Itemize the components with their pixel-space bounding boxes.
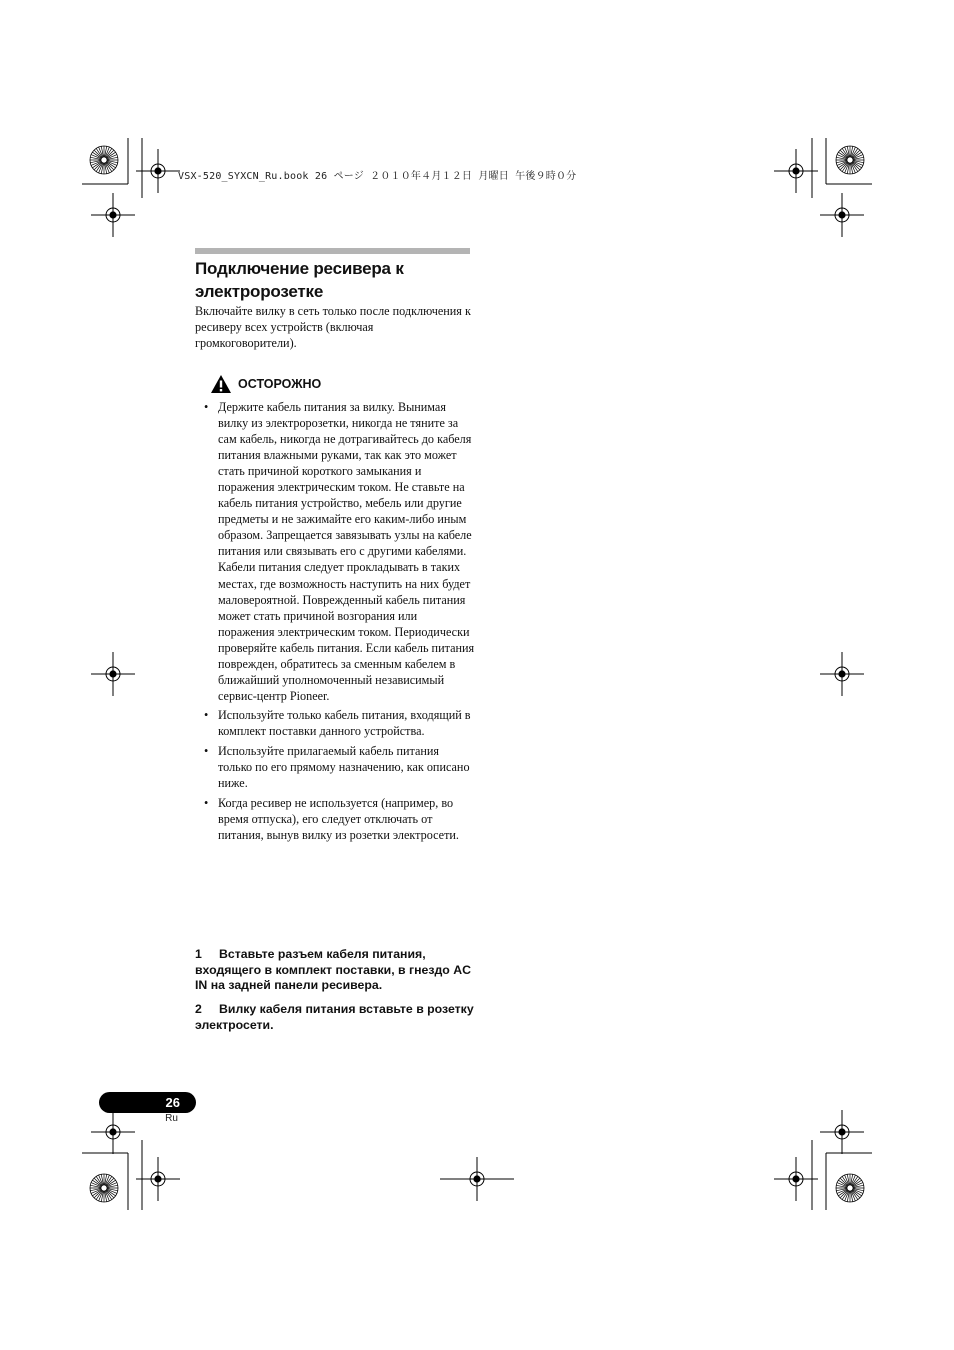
page-number-badge: 26 — [99, 1092, 196, 1113]
caution-label: ОСТОРОЖНО — [238, 377, 322, 391]
caution-list — [204, 399, 476, 846]
list-item: • Используйте прилагаемый кабель питания только по его прямому назначению, как описано ниже. — [204, 743, 476, 791]
step-2 — [195, 1002, 475, 1033]
step-1 — [195, 947, 475, 994]
intro-paragraph: Включайте вилку в сеть только после подключения к ресиверу всех устройств (включая громкоговорители). — [195, 304, 471, 350]
step-text: Вилку кабеля питания вставьте в розетку электросети. — [195, 1002, 474, 1032]
page-language: Ru — [165, 1113, 178, 1124]
step-number: 1 — [195, 947, 202, 961]
step-text: Вставьте разъем кабеля питания, входящего в комплект поставки, в гнездо AC IN на задней панели ресивера. — [195, 947, 472, 992]
caution-heading — [210, 372, 321, 396]
file-header: VSX-520_SYXCN_Ru.book 26 ページ ２０１０年４月１２日 月曜日 午後９時０分 — [178, 171, 577, 182]
list-item: • Когда ресивер не используется (например, во время отпуска), его следует отключать от питания, вынув вилку из розетки электросети. — [204, 795, 476, 843]
section-title: Подключение ресивера к электророзетке — [195, 259, 404, 301]
list-item: • Держите кабель питания за вилку. Вынимая вилку из электророзетки, никогда не тяните за сам кабель, никогда не дотрагивайтесь до кабеля питания влажными руками, так как это может стать причиной короткого замыкания и поражения электрическим током. Не ставьте на кабель питания устройство, мебель или другие предметы и не зажимайте его каким-либо иным образом. Запрещается завязывать узлы на кабеле питания или связывать его с другими кабелями. Кабели питания следует прокладывать в таких местах, где возможность наступить на них будет маловероятной. Поврежденный кабель питания может стать причиной возгорания или поражения электрическим током. Периодически проверяйте кабель питания. Если кабель питания поврежден, обратитесь за сменным кабелем в ближайший уполномоченный независимый сервис-центр Pioneer. — [204, 399, 476, 704]
step-number: 2 — [195, 1002, 202, 1016]
section-divider — [195, 248, 470, 254]
list-item: • Используйте только кабель питания, входящий в комплект поставки данного устройства. — [204, 707, 476, 739]
warning-triangle-icon — [210, 374, 232, 394]
